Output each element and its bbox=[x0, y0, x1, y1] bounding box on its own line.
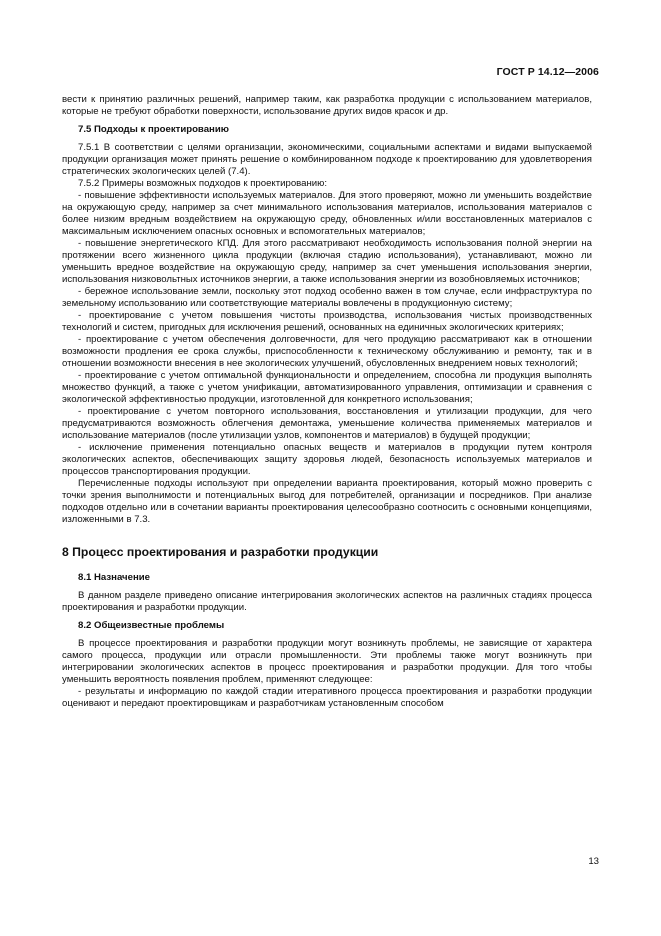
paragraph-summary: Перечисленные подходы используют при определении варианта проектирования, который можно проверить с точки зрения выполнимости и потенциальных выгод для потребителей, организации и посредников. При анализе подходов отдельно или в сочетании варианты проектирования целесообразно соотносить с основными концепциями, изложенными в 7.3. bbox=[62, 478, 592, 525]
heading-8-1: 8.1 Назначение bbox=[78, 572, 150, 583]
paragraph-7-5-1: 7.5.1 В соответствии с целями организации, экономическими, социальными аспектами и видами выпускаемой продукции организация может принять решение о комбинированном подходе к проектированию для удовлетворения стратегических экологических целей (7.4). bbox=[62, 142, 592, 177]
list-item-energy: - повышение энергетического КПД. Для этого рассматривают необходимость использования полной энергии на протяжении всего жизненного цикла продукции (включая стадию использования), устанавливают, можно ли уменьшить вредное воздействие на окружающую среду, например за счет уменьшения использования энергии, использования низковольтных источников энергии, а также использования энергии из возобновляемых источников; bbox=[62, 238, 592, 285]
list-item-hazardous: - исключение применения потенциально опасных веществ и материалов в продукции путем контроля экологических аспектов, обеспечивающих защиту здоровья людей, безопасность используемых материалов и процессов транспортирования продукции. bbox=[62, 442, 592, 477]
list-item-functionality: - проектирование с учетом оптимальной функциональности и определением, способна ли продукция выполнять множество функций, а также с учетом унификации, автоматизированного управления, оптимизации и сравнения с экологической эффективностью продукции, изготовленной для конкретного использования; bbox=[62, 370, 592, 405]
heading-8-2: 8.2 Общеизвестные проблемы bbox=[78, 620, 225, 631]
paragraph-intro: вести к принятию различных решений, например таким, как разработка продукции с использованием материалов, которые не требуют обработки поверхности, использование других видов красок и др. bbox=[62, 94, 592, 117]
document-header-standard-id: ГОСТ Р 14.12—2006 bbox=[496, 66, 599, 78]
page-number: 13 bbox=[588, 856, 599, 867]
paragraph-8-1: В данном разделе приведено описание интегрирования экологических аспектов на различных стадиях процесса проектирования и разработки продукции. bbox=[62, 590, 592, 613]
list-item-materials: - повышение эффективности используемых материалов. Для этого проверяют, можно ли уменьшить воздействие на окружающую среду, например за счет минимального использования материалов, использования материалов с более низким вредным воздействием на окружающую среду, обновленных и/или восстановленных материалов с максимальным исключением опасных основных и вспомогательных материалов; bbox=[62, 190, 592, 237]
heading-section-8: 8 Процесс проектирования и разработки продукции bbox=[62, 545, 379, 559]
list-item-durability: - проектирование с учетом обеспечения долговечности, для чего продукцию рассматривают как в отношении возможности продления ее срока службы, приспособленности к техническому обслуживанию и ремонту, так и в отношении возможности внесения в нее экологических улучшений, обусловленных внедрением новых технологий; bbox=[62, 334, 592, 369]
list-item-reuse: - проектирование с учетом повторного использования, восстановления и утилизации продукции, для чего предусматриваются возможность облегчения демонтажа, уменьшение количества применяемых материалов и использование материалов (после утилизации узлов, компонентов и материалов) в будущей продукции; bbox=[62, 406, 592, 441]
paragraph-7-5-2: 7.5.2 Примеры возможных подходов к проектированию: bbox=[78, 178, 327, 189]
list-item-land: - бережное использование земли, поскольку этот подход особенно важен в том случае, если инфраструктура по земельному использованию или соответствующие материалы вовлечены в продукционную систему; bbox=[62, 286, 592, 309]
heading-7-5: 7.5 Подходы к проектированию bbox=[78, 124, 229, 135]
paragraph-8-2: В процессе проектирования и разработки продукции могут возникнуть проблемы, не зависящие от характера самого процесса, продукции или отрасли промышленности. Эти проблемы также могут возникнуть при интегрировании экологических аспектов в процесс проектирования и разработки продукции. Для того чтобы уменьшить вероятность появления проблем, применяют следующее: bbox=[62, 638, 592, 685]
document-body bbox=[62, 94, 592, 710]
list-item-results: - результаты и информацию по каждой стадии итеративного процесса проектирования и разработки продукции оценивают и передают проектировщикам и разработчикам установленным способом bbox=[62, 686, 592, 709]
list-item-clean-production: - проектирование с учетом повышения чистоты производства, использования чистых производственных технологий и систем, пригодных для исключения решений, основанных на единичных экологических критериях; bbox=[62, 310, 592, 333]
